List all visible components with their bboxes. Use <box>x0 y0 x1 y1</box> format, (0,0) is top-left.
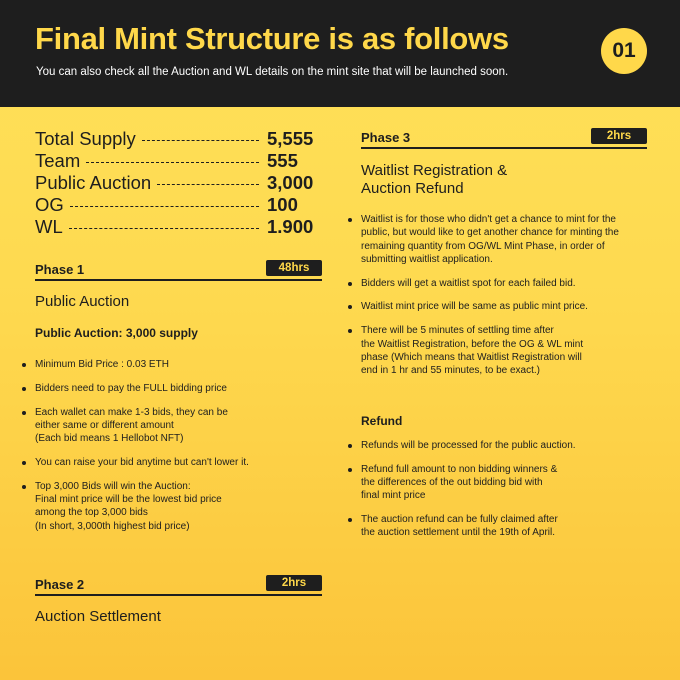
supply-value: 555 <box>267 150 298 171</box>
phase-1-duration-badge: 48hrs <box>266 260 322 276</box>
page-title: Final Mint Structure is as follows <box>35 21 509 56</box>
phase-3-title-line-2: Auction Refund <box>361 180 464 197</box>
dotted-leader <box>142 140 259 141</box>
list-item: Minimum Bid Price : 0.03 ETH <box>22 358 322 371</box>
list-item: Top 3,000 Bids will win the Auction: Final mint price will be the lowest bid price among the top 3,000 bids (In short, 3,000th highest bid price) <box>22 480 322 533</box>
supply-value: 1.900 <box>267 216 314 237</box>
refund-bullet-list <box>348 439 658 550</box>
supply-label: Total Supply <box>35 128 136 149</box>
phase-1-label: Phase 1 <box>35 261 85 277</box>
phase-3-label: Phase 3 <box>361 129 411 145</box>
list-item: The auction refund can be fully claimed after the auction settlement until the 19th of April. <box>348 513 658 540</box>
phase-2-header <box>35 574 322 596</box>
list-item: Waitlist mint price will be same as public mint price. <box>348 300 658 313</box>
supply-label: Team <box>35 150 81 171</box>
supply-value: 100 <box>267 194 298 215</box>
phase-1-bullet-list <box>22 358 322 543</box>
phase-1-subheading: Public Auction: 3,000 supply <box>35 326 198 340</box>
phase-3-title-line-1: Waitlist Registration & <box>361 162 508 179</box>
supply-row-wl <box>35 216 325 238</box>
dotted-leader <box>70 206 259 207</box>
header-bar <box>0 0 680 107</box>
supply-label: OG <box>35 194 64 215</box>
supply-row-public-auction <box>35 172 325 194</box>
page-subtitle: You can also check all the Auction and WL details on the mint site that will be launched soon. <box>36 66 509 78</box>
phase-1-header <box>35 259 322 281</box>
list-item: Bidders will get a waitlist spot for each failed bid. <box>348 277 658 290</box>
phase-1-title: Public Auction <box>35 293 130 310</box>
list-item: There will be 5 minutes of settling time after the Waitlist Registration, before the OG & WL mint phase (Which means that Waitlist Registration will end in 1 hr and 55 minutes, to be exact.) <box>348 324 658 377</box>
phase-3-duration-badge: 2hrs <box>591 128 647 144</box>
supply-table <box>35 128 325 238</box>
list-item: Each wallet can make 1-3 bids, they can be either same or different amount (Each bid means 1 Hellobot NFT) <box>22 406 322 446</box>
refund-heading: Refund <box>361 414 403 428</box>
phase-3-bullet-list <box>348 213 658 388</box>
supply-row-total <box>35 128 325 150</box>
list-item: Waitlist is for those who didn't get a chance to mint for the public, but would like to get another chance for minting the remaining quantity from OG/WL Mint Phase, in order of submitting waitlist application. <box>348 213 658 266</box>
supply-row-team <box>35 150 325 172</box>
dotted-leader <box>86 162 259 163</box>
supply-label: Public Auction <box>35 172 152 193</box>
phase-2-label: Phase 2 <box>35 576 85 592</box>
list-item: Bidders need to pay the FULL bidding price <box>22 382 322 395</box>
phase-3-header <box>361 127 647 149</box>
list-item: Refund full amount to non bidding winners & the differences of the out bidding bid with final mint price <box>348 463 658 503</box>
supply-value: 3,000 <box>267 172 314 193</box>
dotted-leader <box>69 228 259 229</box>
phase-2-title: Auction Settlement <box>35 608 161 625</box>
supply-label: WL <box>35 216 63 237</box>
page-number-badge: 01 <box>601 28 647 74</box>
list-item: You can raise your bid anytime but can't lower it. <box>22 456 322 469</box>
list-item: Refunds will be processed for the public auction. <box>348 439 658 452</box>
supply-row-og <box>35 194 325 216</box>
dotted-leader <box>157 184 259 185</box>
supply-value: 5,555 <box>267 128 314 149</box>
phase-2-duration-badge: 2hrs <box>266 575 322 591</box>
